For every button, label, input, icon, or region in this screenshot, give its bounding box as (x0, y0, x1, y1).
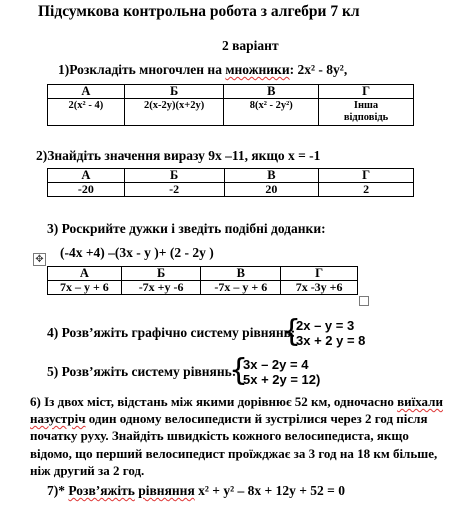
answer-row (48, 99, 414, 126)
answer-c: -7x – y + 6 (201, 281, 281, 295)
question-1-number: 1) (58, 62, 70, 77)
question-4-equation-1: 2x – y = 3 (296, 318, 355, 333)
table-resize-handle-icon[interactable] (359, 296, 369, 306)
answer-header-c: В (201, 267, 281, 281)
question-7-wavy-word: Розв’яжіть (68, 483, 135, 498)
answer-row (48, 183, 414, 197)
answer-b: -2 (124, 183, 224, 197)
question-6 (30, 393, 450, 479)
question-5-equation-1: 3x – 2y = 4 (243, 357, 309, 372)
answer-a: 7x – y + 6 (48, 281, 122, 295)
answer-row (48, 281, 358, 295)
question-1-expression: : 2x² - 8y², (289, 62, 348, 77)
answer-d: 2 (319, 183, 414, 197)
question-7-wavy-word: рівняння (138, 483, 195, 498)
answer-b: 2(x-2y)(x+2y) (124, 99, 224, 126)
question-7-expression: x² + y² – 8x + 12y + 52 = 0 (194, 483, 345, 498)
question-3: 3) Роскрийте дужки і зведіть подібні доданки: (47, 221, 326, 236)
question-5-system (243, 357, 320, 387)
question-3-expression: (-4x +4) –(3x - y )+ (2 - 2y ) (60, 245, 214, 260)
answer-c: 20 (224, 183, 319, 197)
question-1-text: Розкладіть многочлен на (69, 62, 226, 77)
question-5: 5) Розв’яжіть систему рівнянь: (47, 364, 237, 379)
question-6-wavy-word: виїхали (397, 394, 443, 409)
question-7 (47, 483, 345, 499)
question-5-equation-2: 5x + 2y = 12) (243, 372, 321, 387)
answer-a: 2(x² - 4) (48, 99, 125, 126)
question-4-equation-2: 3x + 2 y = 8 (296, 333, 366, 348)
question-1-wavy-word: множники (225, 62, 290, 77)
answer-header-a: А (48, 85, 125, 99)
answer-a: -20 (48, 183, 125, 197)
document-title: Підсумкова контрольна робота з алгебри 7 кл (38, 3, 360, 20)
question-2-answer-table (47, 168, 414, 197)
answer-header-d: Г (281, 267, 358, 281)
answer-d: 7x -3y +6 (281, 281, 358, 295)
question-6-wavy-word: назустріч (30, 411, 86, 427)
question-2: 2)Знайдіть значення виразу 9x –11, якщо x = -1 (36, 148, 321, 163)
answer-header-b: Б (124, 85, 224, 99)
answer-header-b: Б (121, 267, 201, 281)
answer-header-d: Г (319, 169, 414, 183)
question-1-answer-table (47, 84, 414, 126)
system-brace-icon: { (229, 353, 249, 388)
question-6-text-rest: один одному велосипедисти й зустрілися через 2 год після початку руху. Знайдіть швидкість кожного велосипедиста, якщо відомо, що перший велосипедист проїжджає за 3 год на 18 км більше, ніж другий за 2 год. (30, 411, 438, 478)
variant-label: 2 варіант (222, 38, 279, 53)
question-4-system (296, 318, 365, 348)
question-3-answer-table (47, 266, 358, 295)
answer-header-c: В (224, 169, 319, 183)
answer-header-row (48, 169, 414, 183)
question-7-number: 7)* (47, 483, 69, 498)
answer-header-b: Б (124, 169, 224, 183)
question-4: 4) Розв’яжіть графічно систему рівнянь: (47, 325, 296, 340)
answer-header-d: Г (319, 85, 414, 99)
question-6-text: 6) Із двох міст, відстань між якими дорівнює 52 км, одночасно (30, 394, 398, 409)
answer-header-a: А (48, 169, 125, 183)
answer-header-a: А (48, 267, 122, 281)
question-1 (58, 62, 347, 78)
answer-b: -7x +y -6 (121, 281, 201, 295)
answer-c: 8(x² - 2y²) (224, 99, 319, 126)
answer-header-row (48, 267, 358, 281)
system-brace-icon: { (282, 314, 302, 349)
answer-header-row (48, 85, 414, 99)
answer-header-c: В (224, 85, 319, 99)
move-handle-icon[interactable]: ✥ (33, 253, 46, 266)
answer-d: Інша відповідь (319, 99, 414, 126)
